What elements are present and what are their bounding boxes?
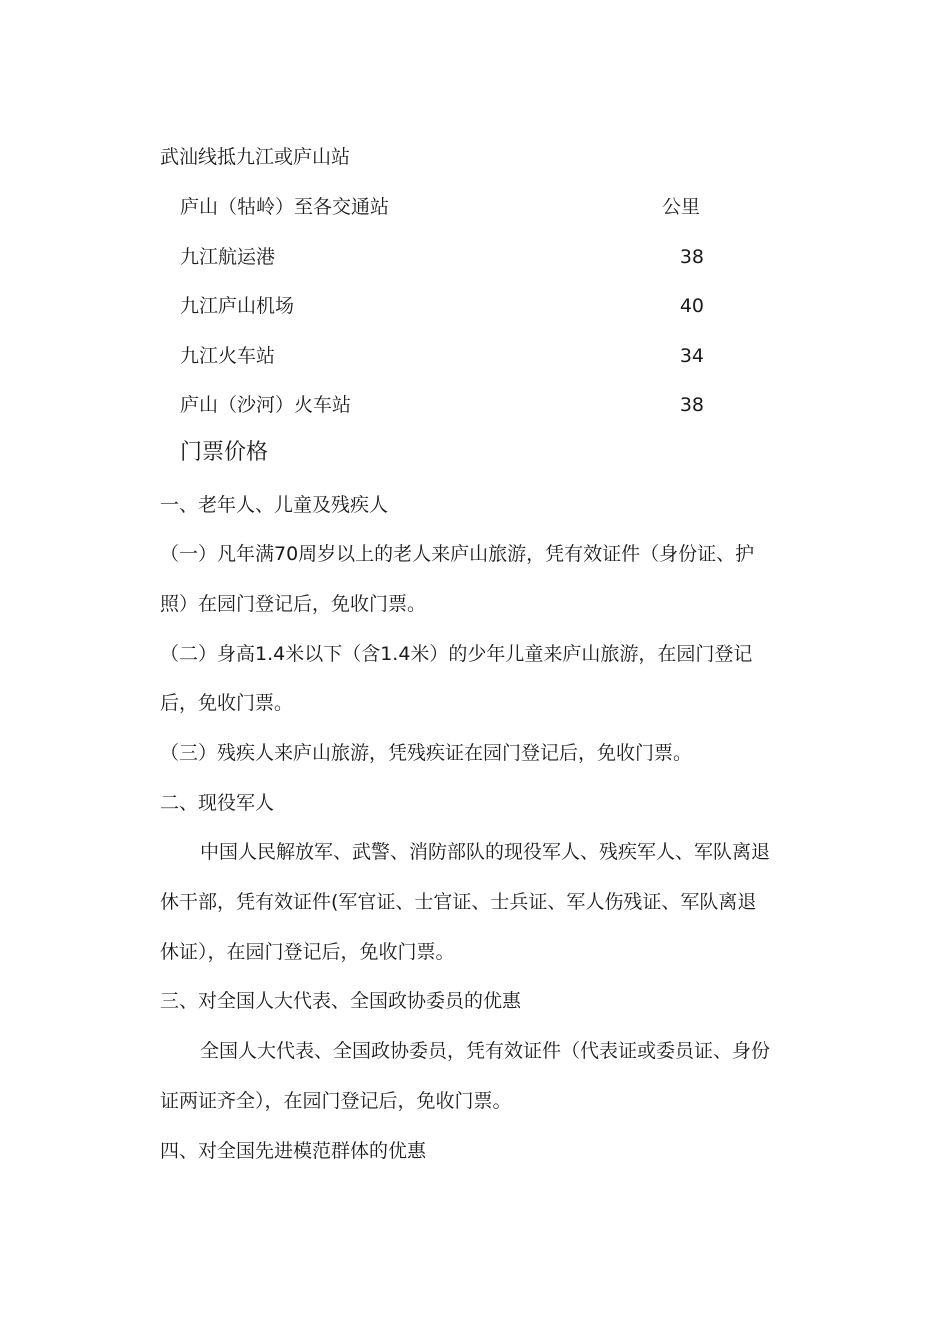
body-line: 证两证齐全），在园门登记后，免收门票。 xyxy=(160,1090,512,1112)
item-line: （三）残疾人来庐山旅游，凭残疾证在园门登记后，免收门票。 xyxy=(160,742,693,764)
intro-line: 武汕线抵九江或庐山站 xyxy=(160,146,351,168)
ticket-title: 门票价格 xyxy=(180,440,269,465)
table-row xyxy=(180,392,704,418)
row-km: 40 xyxy=(679,295,704,317)
distance-table-header xyxy=(180,194,704,220)
header-place: 庐山（牯岭）至各交通站 xyxy=(180,196,390,218)
row-place: 九江庐山机场 xyxy=(180,295,295,317)
row-km: 38 xyxy=(679,246,704,268)
header-unit: 公里 xyxy=(661,196,700,218)
row-place: 九江火车站 xyxy=(180,345,276,367)
table-row xyxy=(180,244,704,270)
item-line: （一）凡年满70周岁以上的老人来庐山旅游，凭有效证件（身份证、护 xyxy=(160,543,755,565)
section-heading: 二、现役军人 xyxy=(160,792,275,814)
row-km: 38 xyxy=(679,394,704,416)
body-line: 休证），在园门登记后，免收门票。 xyxy=(160,941,455,963)
section-heading: 一、老年人、儿童及残疾人 xyxy=(160,494,389,516)
row-km: 34 xyxy=(679,345,704,367)
section-heading: 四、对全国先进模范群体的优惠 xyxy=(160,1140,427,1162)
item-line: 后，免收门票。 xyxy=(160,692,294,714)
body-line: 休干部，凭有效证件(军官证、士官证、士兵证、军人伤残证、军队离退 xyxy=(160,891,757,913)
row-place: 庐山（沙河）火车站 xyxy=(180,394,352,416)
row-place: 九江航运港 xyxy=(180,246,276,268)
section-heading: 三、对全国人大代表、全国政协委员的优惠 xyxy=(160,990,522,1012)
item-line: 照）在园门登记后，免收门票。 xyxy=(160,593,427,615)
body-line: 中国人民解放军、武警、消防部队的现役军人、残疾军人、军队离退 xyxy=(200,841,771,863)
item-line: （二）身高1.4米以下（含1.4米）的少年儿童来庐山旅游，在园门登记 xyxy=(160,643,753,665)
body-line: 全国人大代表、全国政协委员，凭有效证件（代表证或委员证、身份 xyxy=(200,1040,771,1062)
table-row xyxy=(180,343,704,369)
table-row xyxy=(180,293,704,319)
